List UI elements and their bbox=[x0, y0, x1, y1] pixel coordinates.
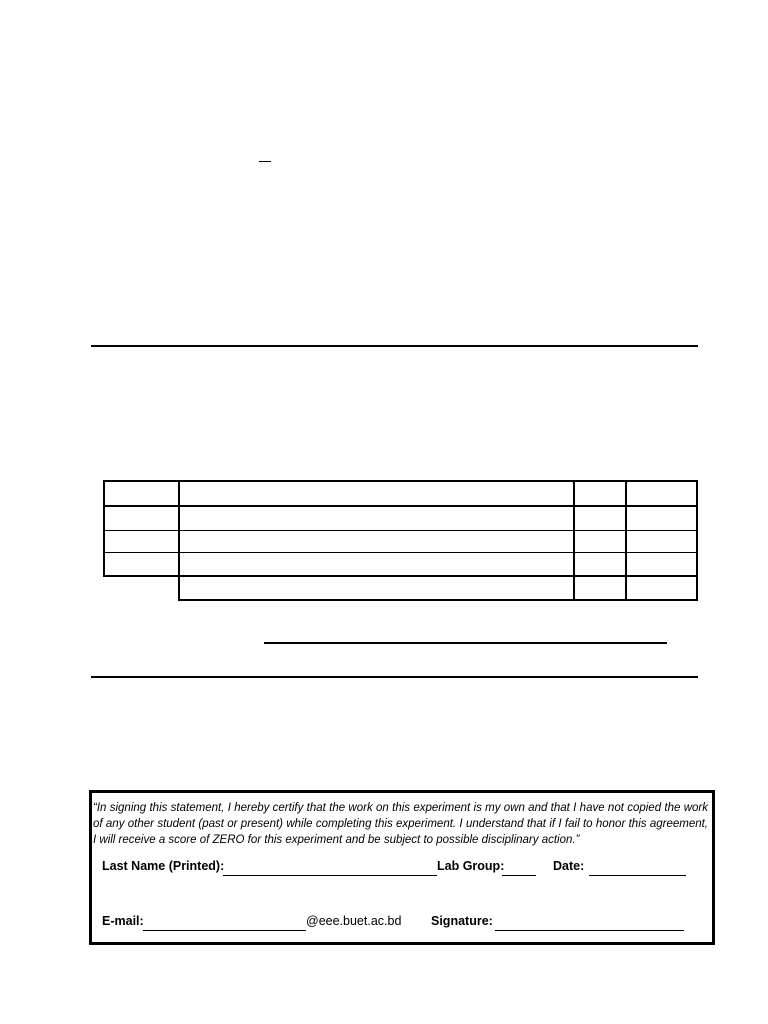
lab-group-label: Lab Group: bbox=[437, 859, 505, 873]
short-dash bbox=[259, 161, 271, 162]
email-domain: @eee.buet.ac.bd bbox=[306, 914, 402, 928]
grade-table-top-border bbox=[103, 480, 698, 482]
grade-table-left-border bbox=[103, 480, 105, 577]
grade-table-column-divider bbox=[573, 480, 575, 601]
honor-statement-box bbox=[89, 790, 715, 945]
grade-table-header-divider bbox=[103, 505, 698, 507]
grade-table bbox=[103, 480, 698, 602]
last-name-field[interactable] bbox=[223, 875, 437, 876]
grade-table-bottom-border bbox=[178, 599, 698, 601]
grade-table-row-divider bbox=[103, 552, 698, 553]
grade-table-column-divider bbox=[625, 480, 627, 601]
grade-table-column-divider bbox=[178, 480, 180, 601]
honor-statement-text: “In signing this statement, I hereby certify that the work on this experiment is my own and that I have not copied the work of any other student (past or present) while completing this experiment. I understand that if I fail to honor this agreement, I will receive a score of ZERO for this experiment and be subject to possible disciplinary action.” bbox=[93, 802, 708, 846]
grade-table-right-border bbox=[696, 480, 698, 601]
signature-label: Signature: bbox=[431, 914, 493, 928]
date-label: Date: bbox=[553, 859, 585, 873]
grade-table-row-divider bbox=[103, 575, 698, 577]
name-group-date-row bbox=[92, 859, 712, 879]
last-name-label: Last Name (Printed): bbox=[102, 859, 225, 873]
instructor-signature-line bbox=[264, 642, 667, 644]
date-field[interactable] bbox=[589, 875, 686, 876]
grade-table-row-divider bbox=[103, 530, 698, 531]
section-divider-bottom bbox=[91, 676, 698, 678]
email-signature-row bbox=[92, 914, 712, 934]
signature-field[interactable] bbox=[495, 930, 684, 931]
email-label: E-mail: bbox=[102, 914, 144, 928]
section-divider-top bbox=[91, 345, 698, 347]
email-field[interactable] bbox=[143, 930, 306, 931]
lab-group-field[interactable] bbox=[502, 875, 536, 876]
